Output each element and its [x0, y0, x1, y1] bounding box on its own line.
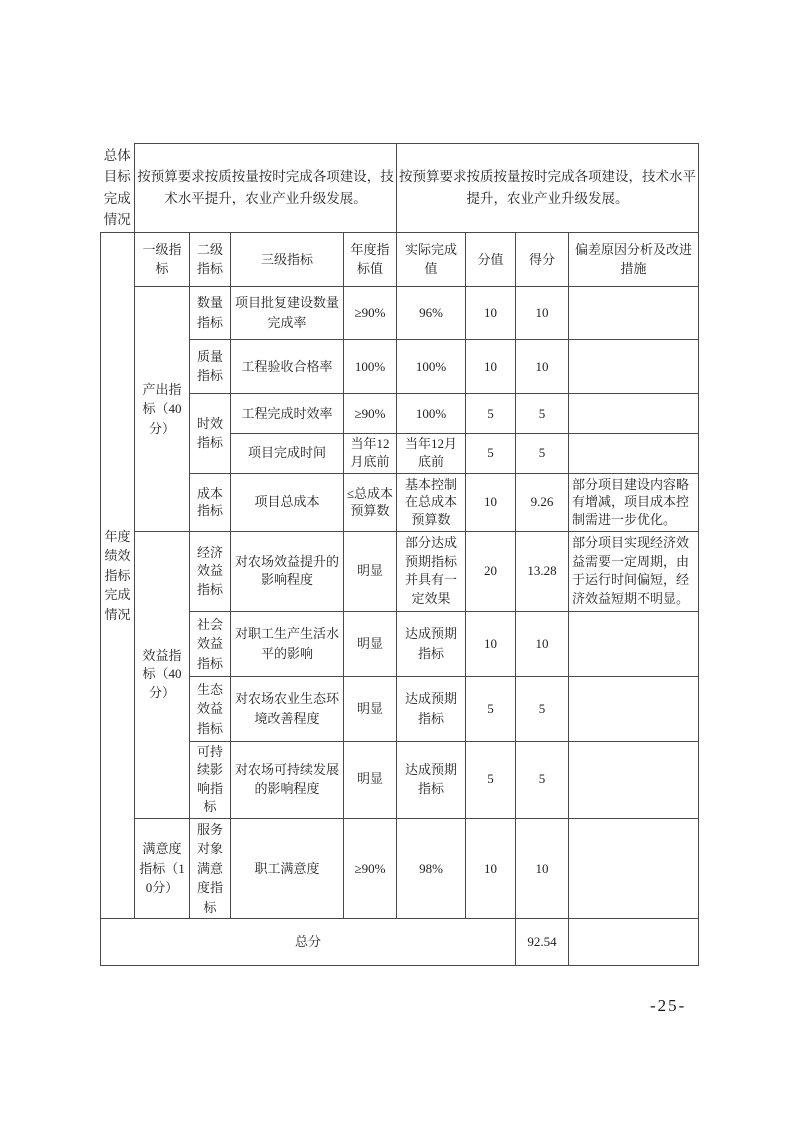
cell-level3: 职工满意度 [231, 818, 344, 919]
cell-points: 5 [466, 676, 516, 741]
cell-points: 10 [466, 818, 516, 919]
cell-overall-actual: 按预算要求按质按量按时完成各项建设，技术水平提升，农业产业升级发展。 [397, 144, 699, 233]
cell-level3: 对农场农业生态环境改善程度 [231, 676, 344, 741]
cell-target: 100% [344, 339, 397, 393]
cell-deviation [569, 286, 699, 339]
cell-actual: 100% [397, 393, 466, 433]
cell-points: 10 [466, 473, 516, 531]
header-level3: 三级指标 [231, 232, 344, 286]
cell-points: 10 [466, 339, 516, 393]
cell-actual: 基本控制在总成本预算数 [397, 473, 466, 531]
cell-points: 10 [466, 286, 516, 339]
header-points: 分值 [466, 232, 516, 286]
cell-target: 明显 [344, 531, 397, 611]
cell-score: 5 [516, 676, 569, 741]
cell-total-deviation [569, 919, 699, 966]
cell-points: 5 [466, 433, 516, 473]
cell-target: 当年12月底前 [344, 433, 397, 473]
cell-deviation [569, 741, 699, 818]
cell-deviation [569, 433, 699, 473]
cell-level1-group-output: 产出指标（40分） [135, 286, 190, 531]
cell-deviation [569, 676, 699, 741]
cell-level2: 可持续影响指标 [190, 741, 231, 818]
cell-deviation [569, 339, 699, 393]
cell-level2: 经济效益指标 [190, 531, 231, 611]
cell-actual: 98% [397, 818, 466, 919]
header-level1: 一级指标 [135, 232, 190, 286]
cell-level3: 对职工生产生活水平的影响 [231, 611, 344, 676]
cell-actual: 达成预期指标 [397, 676, 466, 741]
cell-actual: 100% [397, 339, 466, 393]
cell-level3: 工程验收合格率 [231, 339, 344, 393]
cell-score: 5 [516, 433, 569, 473]
cell-score: 10 [516, 818, 569, 919]
cell-actual: 达成预期指标 [397, 611, 466, 676]
cell-actual: 部分达成预期指标并具有一定效果 [397, 531, 466, 611]
cell-score: 13.28 [516, 531, 569, 611]
cell-level3: 项目完成时间 [231, 433, 344, 473]
cell-annual-label: 年度绩效指标完成情况 [101, 232, 135, 918]
cell-level2: 社会效益指标 [190, 611, 231, 676]
cell-level3: 对农场可持续发展的影响程度 [231, 741, 344, 818]
cell-points: 5 [466, 393, 516, 433]
cell-deviation [569, 393, 699, 433]
cell-level1-group-satisfaction: 满意度指标（10分） [135, 818, 190, 919]
cell-actual: 96% [397, 286, 466, 339]
cell-total-score: 92.54 [516, 919, 569, 966]
cell-level2: 数量指标 [190, 286, 231, 339]
cell-score: 10 [516, 286, 569, 339]
cell-target: ≤总成本预算数 [344, 473, 397, 531]
cell-score: 5 [516, 741, 569, 818]
cell-target: 明显 [344, 676, 397, 741]
cell-target: ≥90% [344, 393, 397, 433]
cell-actual: 当年12月底前 [397, 433, 466, 473]
cell-score: 10 [516, 339, 569, 393]
cell-actual: 达成预期指标 [397, 741, 466, 818]
cell-level1-group-benefit: 效益指标（40分） [135, 531, 190, 818]
performance-table [100, 143, 699, 966]
cell-deviation [569, 611, 699, 676]
cell-level2: 质量指标 [190, 339, 231, 393]
cell-target: ≥90% [344, 286, 397, 339]
header-target: 年度指标值 [344, 232, 397, 286]
cell-points: 10 [466, 611, 516, 676]
cell-overall-label: 总体目标完成情况 [101, 144, 135, 233]
cell-level3: 项目批复建设数量完成率 [231, 286, 344, 339]
header-level2: 二级指标 [190, 232, 231, 286]
cell-level2: 服务对象满意度指标 [190, 818, 231, 919]
cell-deviation: 部分项目建设内容略有增减，项目成本控制需进一步优化。 [569, 473, 699, 531]
cell-level2: 时效指标 [190, 393, 231, 473]
cell-score: 10 [516, 611, 569, 676]
cell-level2: 生态效益指标 [190, 676, 231, 741]
cell-level3: 项目总成本 [231, 473, 344, 531]
cell-points: 20 [466, 531, 516, 611]
page-number: -25- [650, 996, 687, 1015]
cell-score: 9.26 [516, 473, 569, 531]
cell-overall-goal: 按预算要求按质按量按时完成各项建设，技术水平提升，农业产业升级发展。 [135, 144, 397, 233]
cell-points: 5 [466, 741, 516, 818]
header-score: 得分 [516, 232, 569, 286]
cell-target: ≥90% [344, 818, 397, 919]
cell-target: 明显 [344, 741, 397, 818]
cell-target: 明显 [344, 611, 397, 676]
header-deviation: 偏差原因分析及改进措施 [569, 232, 699, 286]
cell-level2: 成本指标 [190, 473, 231, 531]
cell-score: 5 [516, 393, 569, 433]
cell-total-label: 总分 [101, 919, 516, 966]
cell-level3: 工程完成时效率 [231, 393, 344, 433]
cell-level3: 对农场效益提升的影响程度 [231, 531, 344, 611]
cell-deviation: 部分项目实现经济效益需要一定周期，由于运行时间偏短，经济效益短期不明显。 [569, 531, 699, 611]
header-actual: 实际完成值 [397, 232, 466, 286]
cell-deviation [569, 818, 699, 919]
